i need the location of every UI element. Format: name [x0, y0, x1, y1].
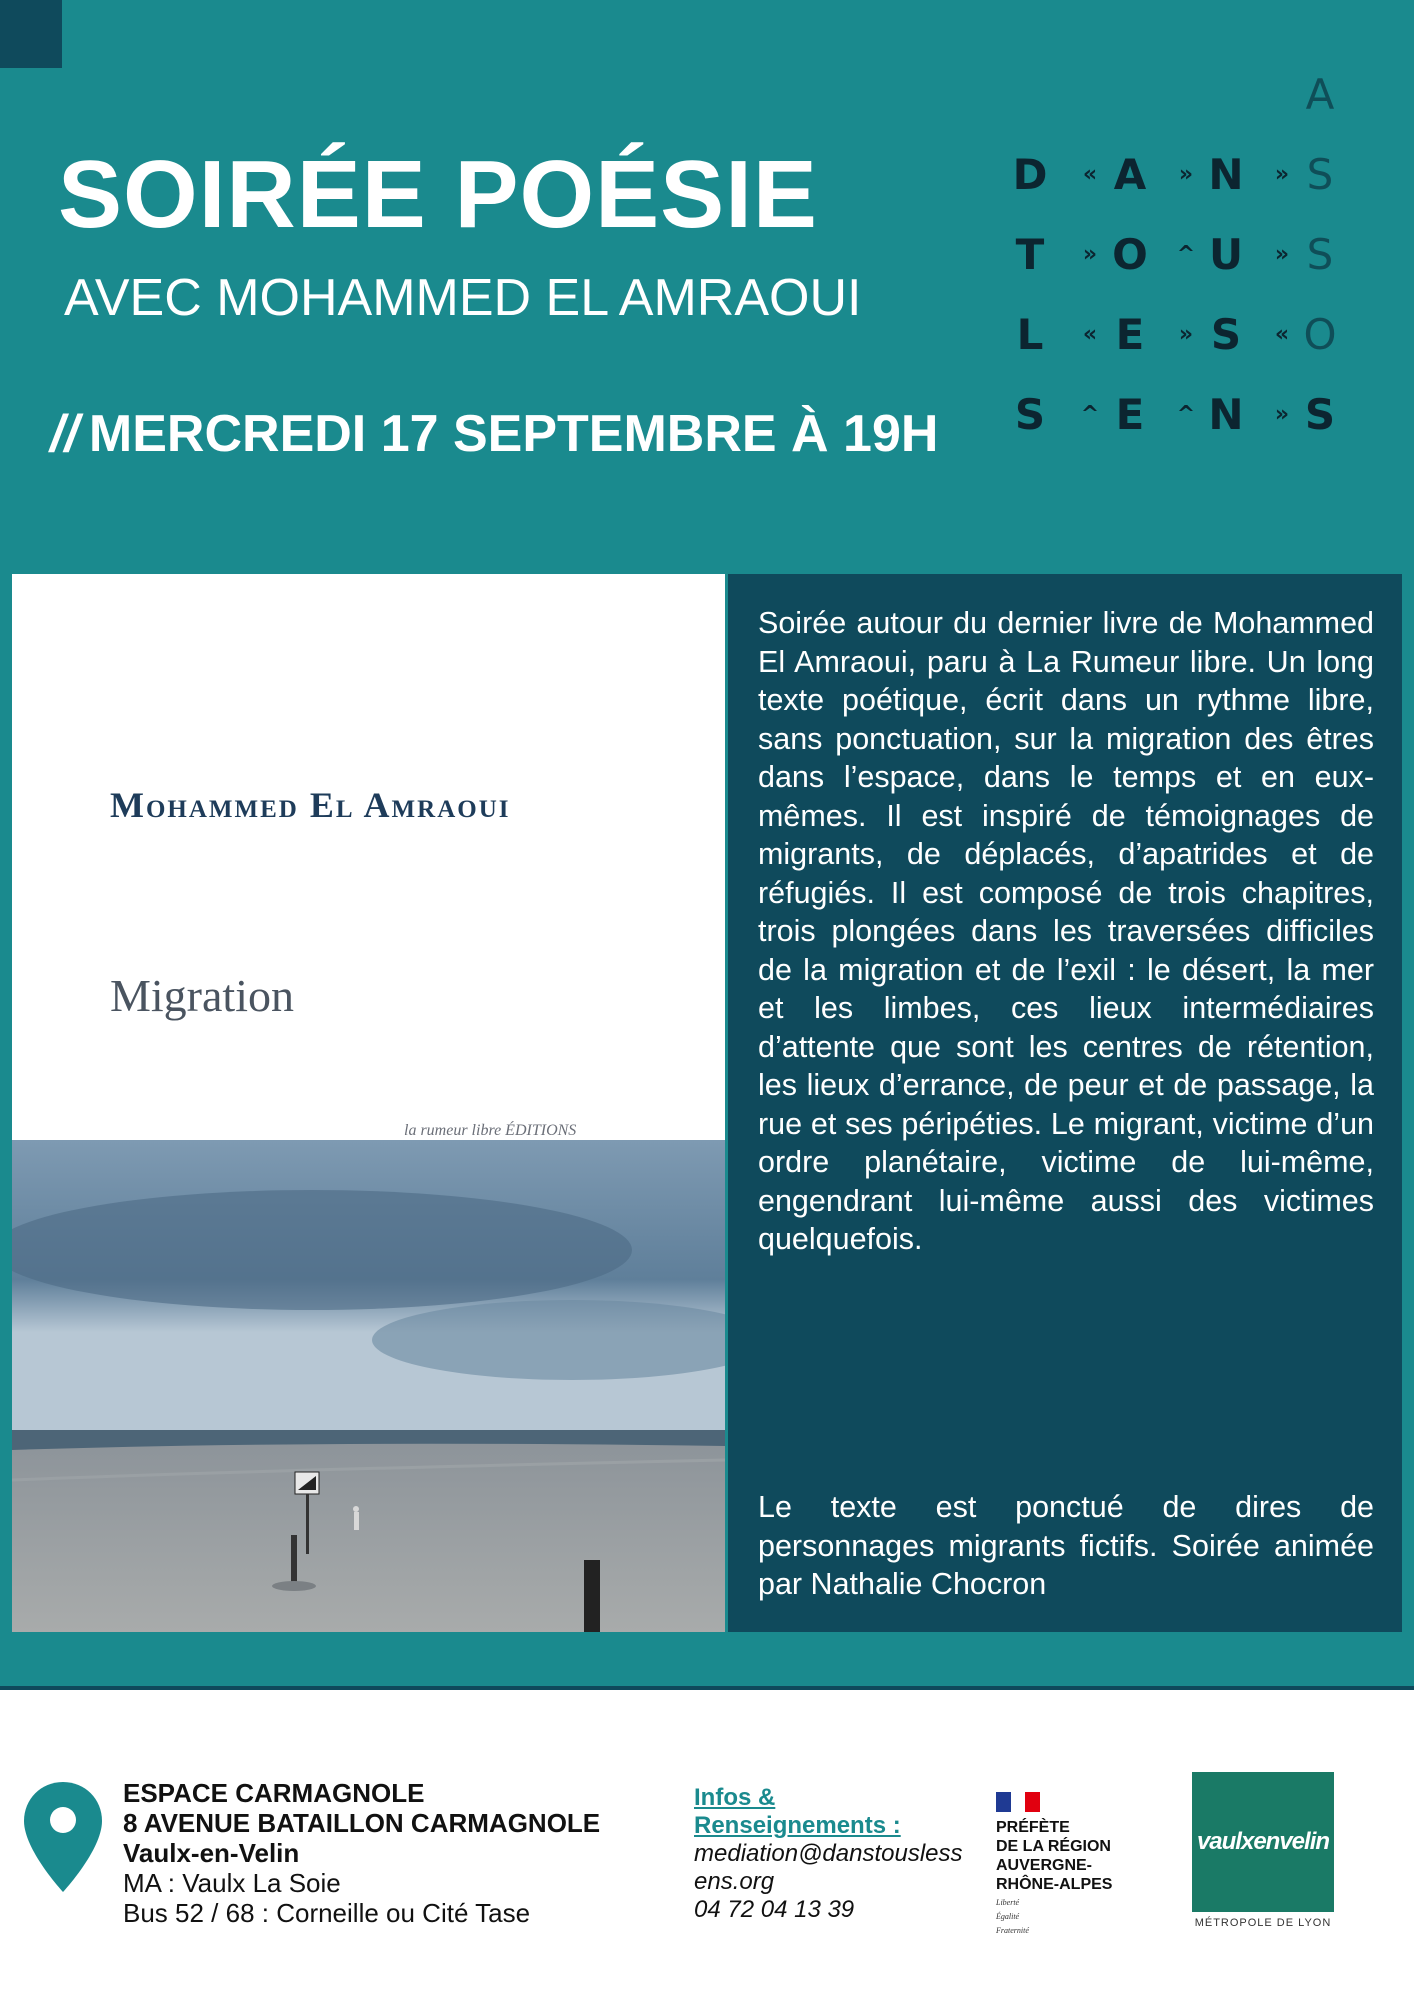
event-date	[50, 404, 938, 464]
logo-symbol: »	[1178, 322, 1194, 347]
logo-letter: S	[1306, 150, 1334, 199]
logo-symbol: «	[1082, 162, 1098, 187]
logo-letter: L	[1016, 310, 1044, 359]
event-subtitle: AVEC MOHAMMED EL AMRAOUI	[64, 269, 862, 327]
logo-symbol: »	[1274, 242, 1290, 267]
logo-symbol: «	[1274, 322, 1290, 347]
city-logo-text: vaulxenvelin	[1196, 1828, 1330, 1855]
logo-letter: N	[1208, 390, 1244, 439]
corner-block	[0, 0, 62, 68]
logo-symbol: «	[1082, 322, 1098, 347]
logo-letter: D	[1012, 150, 1048, 199]
logo-symbol: ^	[1176, 402, 1196, 427]
description-paragraph-1: Soirée autour du dernier livre de Mohammed El Amraoui, paru à La Rumeur libre. Un long texte poétique, écrit dans un rythme libre, sans ponctuation, sur la migration des êtres dans l’espace, dans le temps et en eux-mêmes. Il est inspiré de témoignages de migrants, de déplacés, d’apatrides et de réfugiés. Il est composé de trois chapitres, trois plongées dans les traversées difficiles de la migration et de l’exil : le désert, la mer et les limbes, ces lieux intermédiaires d’attente que sont les centres de rétention, les lieux d’errance, de peur et de passage, la rue et ses péripéties. Le migrant, victime d’un ordre planétaire, victime de lui-même, engendrant lui-même aussi des victimes quelquefois.	[758, 606, 1374, 1256]
logo-letter: A	[1113, 150, 1147, 199]
logo-letter: O	[1112, 230, 1148, 279]
location-pin-icon	[22, 1780, 104, 1894]
venue-address	[123, 1778, 600, 1928]
logo-symbol: »	[1178, 162, 1194, 187]
motto-3: Fraternité	[996, 1926, 1029, 1935]
footer-divider	[0, 1686, 1414, 1690]
contact-info	[694, 1784, 963, 1924]
logo-letter: E	[1115, 310, 1145, 359]
motto-1: Liberté	[996, 1898, 1020, 1907]
infos-heading-2: Renseignements :	[694, 1812, 901, 1839]
date-slashes: //	[50, 405, 79, 463]
cover-publisher: la rumeur libre ÉDITIONS	[404, 1122, 577, 1139]
motto-2: Égalité	[996, 1912, 1020, 1921]
description-panel	[728, 574, 1402, 1632]
infos-heading-1: Infos &	[694, 1784, 776, 1811]
prefecture-logo	[996, 1792, 1112, 1936]
logo-letter: N	[1208, 150, 1244, 199]
book-cover	[12, 574, 725, 1632]
logo-letter: E	[1115, 390, 1145, 439]
contact-email-1[interactable]: mediation@danstousless	[694, 1840, 963, 1867]
logo-symbol: »	[1274, 162, 1290, 187]
metropole-caption: MÉTROPOLE DE LYON	[1194, 1917, 1332, 1929]
logo-letter: O	[1303, 310, 1337, 359]
prefecture-line-3: AUVERGNE-	[996, 1857, 1093, 1874]
logo-symbol: ^	[1176, 242, 1196, 267]
cover-title: Migration	[110, 970, 294, 1021]
prefecture-line-2: DE LA RÉGION	[996, 1838, 1111, 1855]
contact-email-2[interactable]: ens.org	[694, 1868, 775, 1895]
logo-symbol: »	[1274, 402, 1290, 427]
city-logo-box	[1192, 1772, 1334, 1912]
logo-letter: A	[1305, 70, 1335, 119]
contact-phone[interactable]: 04 72 04 13 39	[694, 1896, 855, 1923]
date-text: MERCREDI 17 SEPTEMBRE À 19H	[88, 405, 939, 463]
event-title: SOIRÉE POÉSIE	[58, 141, 818, 248]
prefecture-line-4: RHÔNE-ALPES	[996, 1876, 1113, 1893]
logo-letter: S	[1306, 230, 1334, 279]
logo-letter: U	[1208, 230, 1244, 279]
venue-city: Vaulx-en-Velin	[123, 1838, 300, 1868]
venue-name: ESPACE CARMAGNOLE	[123, 1778, 425, 1808]
logo-symbol: »	[1082, 242, 1098, 267]
logo-letter: S	[1304, 390, 1336, 439]
vaulx-en-velin-logo	[1192, 1772, 1334, 1930]
french-flag-icon	[996, 1792, 1040, 1812]
logo-letter: S	[1014, 390, 1046, 439]
prefecture-line-1: PRÉFÈTE	[996, 1819, 1070, 1836]
logo-letter: S	[1210, 310, 1242, 359]
dans-tous-les-sens-logo	[1000, 60, 1360, 440]
description-paragraph-2: Le texte est ponctué de dires de personnages migrants fictifs. Soirée animée par Nathalie Chocron	[758, 1490, 1374, 1601]
logo-letter: T	[1015, 230, 1045, 279]
venue-bus: Bus 52 / 68 : Corneille ou Cité Tase	[123, 1898, 531, 1928]
beach-photo	[12, 1140, 725, 1632]
venue-metro: MA : Vaulx La Soie	[123, 1868, 341, 1898]
cover-author: Mohammed El Amraoui	[110, 785, 511, 825]
venue-street: 8 AVENUE BATAILLON CARMAGNOLE	[123, 1808, 601, 1838]
logo-symbol: ^	[1080, 402, 1100, 427]
